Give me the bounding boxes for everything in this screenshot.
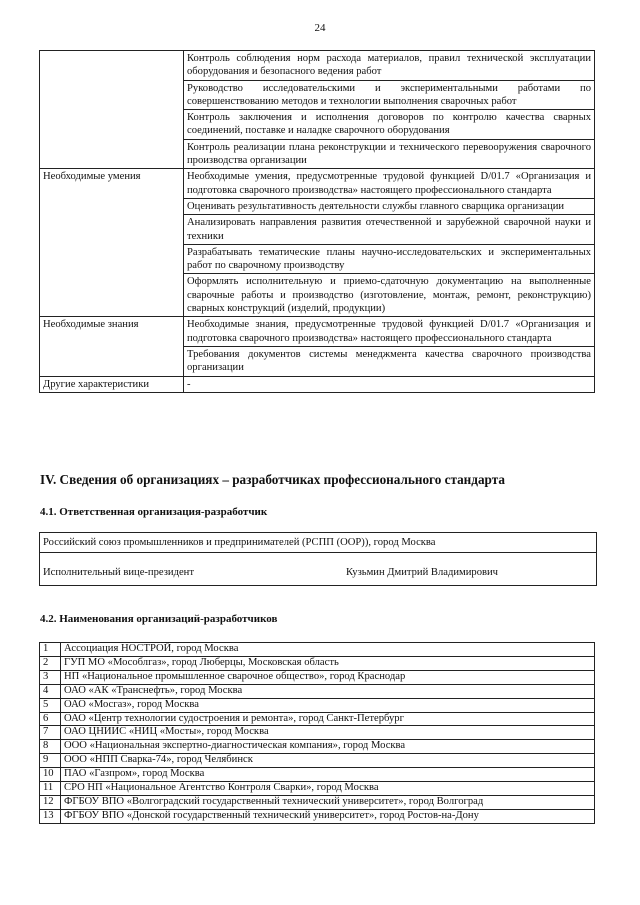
- org-name: ОАО «АК «Транснефть», город Москва: [61, 684, 595, 698]
- row-label: [40, 51, 184, 169]
- row-number: 5: [40, 698, 61, 712]
- row-label: Другие характеристики: [40, 376, 184, 392]
- row-number: 10: [40, 768, 61, 782]
- row-number: 1: [40, 643, 61, 657]
- table-row: [40, 782, 595, 796]
- org-name: ОАО ЦНИИС «НИЦ «Мосты», город Москва: [61, 726, 595, 740]
- developers-heading: 4.2. Наименования организаций-разработчиков: [40, 613, 278, 625]
- org-name: ОАО «Центр технологии судостроения и ремонта», город Санкт-Петербург: [61, 712, 595, 726]
- table-row: [40, 712, 595, 726]
- org-name: НП «Национальное промышленное сварочное общество», город Краснодар: [61, 670, 595, 684]
- responsible-org-box: [39, 532, 597, 586]
- table-row: [40, 795, 595, 809]
- row-number: 13: [40, 809, 61, 823]
- row-description: Оценивать результативность деятельности службы главного сварщика организации: [184, 198, 595, 214]
- row-number: 9: [40, 754, 61, 768]
- row-number: 4: [40, 684, 61, 698]
- table-row: [40, 698, 595, 712]
- row-description: Необходимые умения, предусмотренные трудовой функцией D/01.7 «Организация и подготовка сварочного производства» настоящего профессионального стандарта: [184, 169, 595, 199]
- org-name: ФГБОУ ВПО «Донской государственный технический университет», город Ростов-на-Дону: [61, 809, 595, 823]
- row-description: -: [184, 376, 595, 392]
- row-label: Необходимые умения: [40, 169, 184, 317]
- table-row: [40, 754, 595, 768]
- row-number: 6: [40, 712, 61, 726]
- row-description: Анализировать направления развития отечественной и зарубежной сварочной науки и техники: [184, 215, 595, 245]
- table-row: [40, 670, 595, 684]
- org-name: СРО НП «Национальное Агентство Контроля Сварки», город Москва: [61, 782, 595, 796]
- row-number: 11: [40, 782, 61, 796]
- row-label: Необходимые знания: [40, 317, 184, 376]
- table-row: [40, 684, 595, 698]
- responsible-person-name: Кузьмин Дмитрий Владимирович: [346, 567, 498, 578]
- org-name: ФГБОУ ВПО «Волгоградский государственный технический университет», город Волгоград: [61, 795, 595, 809]
- row-number: 12: [40, 795, 61, 809]
- table-row: [40, 643, 595, 657]
- org-name: ГУП МО «Мособлгаз», город Люберцы, Московская область: [61, 656, 595, 670]
- row-description: Необходимые знания, предусмотренные трудовой функцией D/01.7 «Организация и подготовка сварочного производства» настоящего профессионального стандарта: [184, 317, 595, 347]
- row-number: 8: [40, 740, 61, 754]
- row-number: 3: [40, 670, 61, 684]
- table-row: [40, 169, 595, 199]
- section-heading: IV. Сведения об организациях – разработчиках профессионального стандарта: [40, 472, 505, 487]
- row-description: Оформлять исполнительную и приемо-сдаточную документацию на выполненные сварочные работы и производство (изготовление, монтаж, ремонт, реконструкцию) сварных конструкций (изделий, продукции): [184, 274, 595, 317]
- table-row: [40, 317, 595, 347]
- labor-function-table: [39, 50, 595, 393]
- table-row: [40, 656, 595, 670]
- row-number: 7: [40, 726, 61, 740]
- table-row: [40, 809, 595, 823]
- row-description: Контроль реализации плана реконструкции и технического перевооружения сварочного производства организации: [184, 139, 595, 169]
- table-row: [40, 376, 595, 392]
- table-row: [40, 51, 595, 81]
- responsible-org-name: Российский союз промышленников и предпринимателей (РСПП (ООР)), город Москва: [43, 537, 436, 548]
- row-description: Контроль соблюдения норм расхода материалов, правил технической эксплуатации оборудования и безопасного ведения работ: [184, 51, 595, 81]
- responsible-position: Исполнительный вице-президент: [43, 567, 194, 578]
- org-name: ОАО «Мосгаз», город Москва: [61, 698, 595, 712]
- org-name: ООО «НПП Сварка-74», город Челябинск: [61, 754, 595, 768]
- row-description: Руководство исследовательскими и экспериментальными работами по совершенствованию методов и технологии выполнения сварочных работ: [184, 80, 595, 110]
- page-number: 24: [314, 22, 326, 34]
- divider: [40, 552, 596, 553]
- table-row: [40, 768, 595, 782]
- org-name: ООО «Национальная экспертно-диагностическая компания», город Москва: [61, 740, 595, 754]
- org-name: Ассоциация НОСТРОЙ, город Москва: [61, 643, 595, 657]
- responsible-org-heading: 4.1. Ответственная организация-разработчик: [40, 506, 268, 518]
- row-description: Разрабатывать тематические планы научно-исследовательских и экспериментальных работ по сварочному производству: [184, 244, 595, 274]
- row-description: Требования документов системы менеджмента качества сварочного производства организации: [184, 346, 595, 376]
- org-name: ПАО «Газпром», город Москва: [61, 768, 595, 782]
- developers-table: [39, 642, 595, 824]
- row-description: Контроль заключения и исполнения договоров по контролю качества сварных соединений, поставке и наладке сварочного оборудования: [184, 110, 595, 140]
- table-row: [40, 740, 595, 754]
- table-row: [40, 726, 595, 740]
- row-number: 2: [40, 656, 61, 670]
